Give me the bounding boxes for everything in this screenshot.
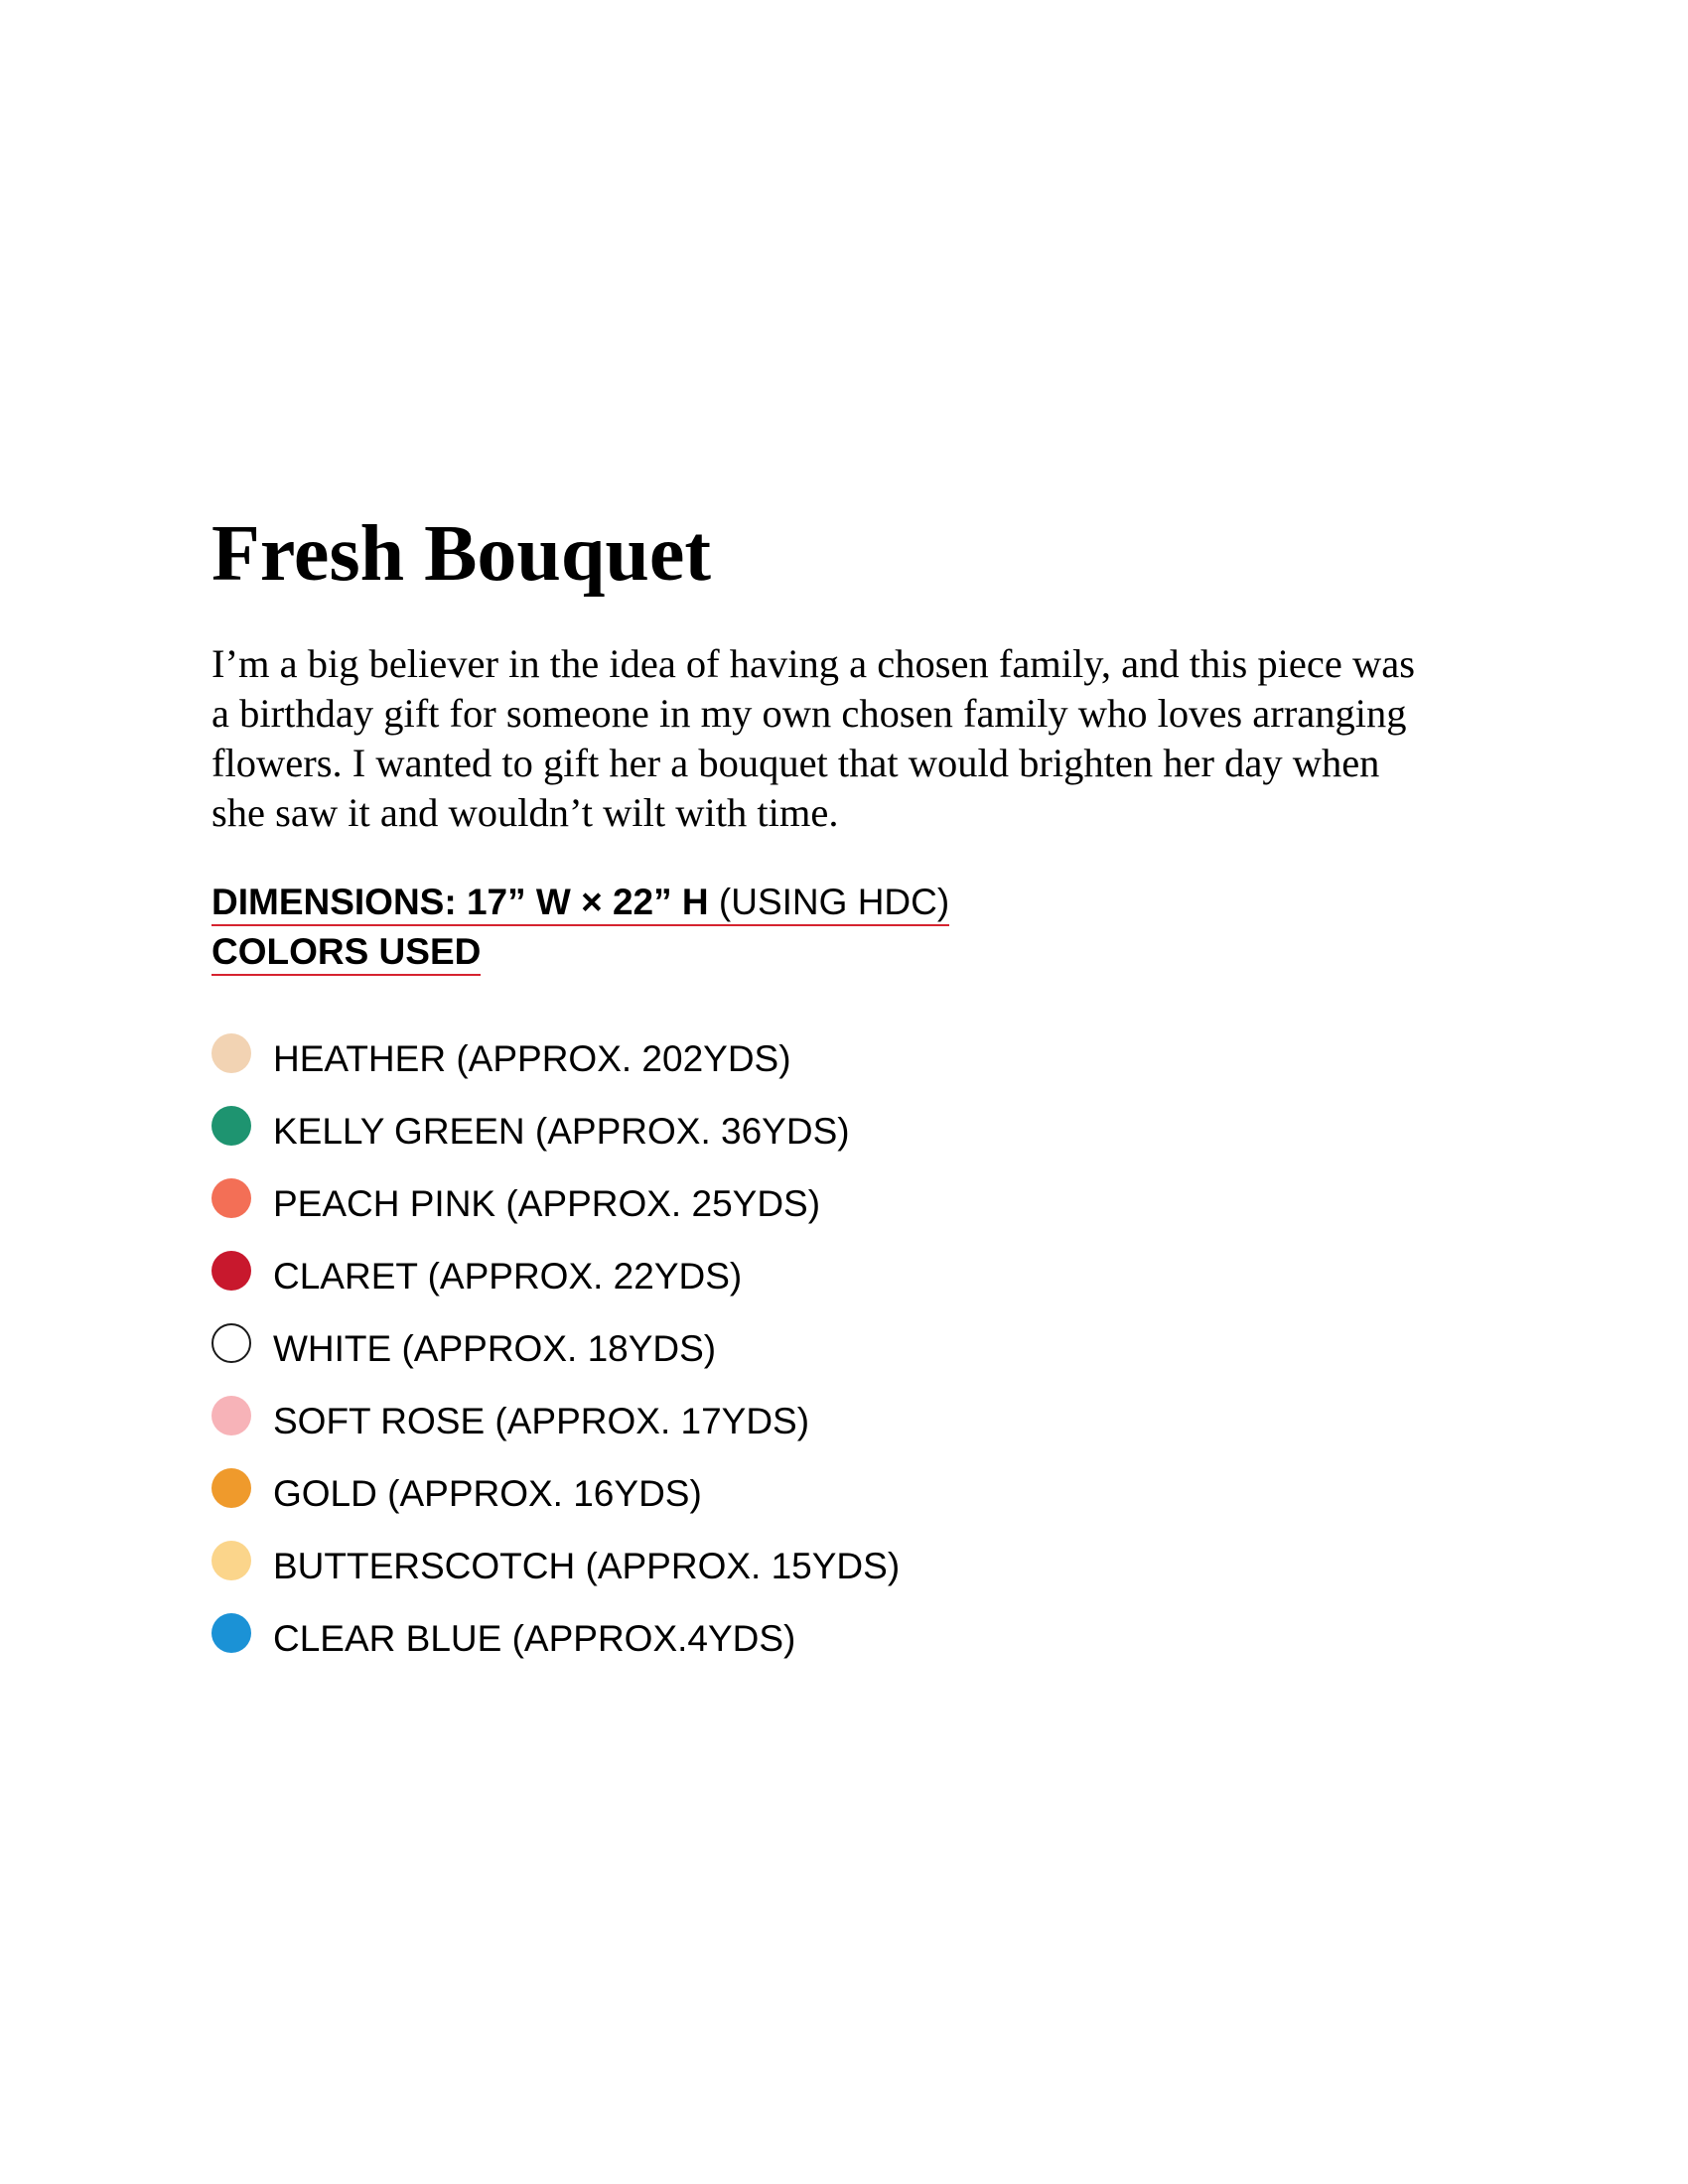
color-label: CLEAR BLUE (APPROX.4YDS) xyxy=(273,1617,796,1659)
color-label: WHITE (APPROX. 18YDS) xyxy=(273,1327,717,1369)
color-item xyxy=(211,1023,900,1095)
colors-list xyxy=(211,1023,900,1675)
color-label: CLARET (APPROX. 22YDS) xyxy=(273,1255,743,1297)
intro-line: a birthday gift for someone in my own chosen family who loves arranging xyxy=(211,691,1407,736)
intro-line: I’m a big believer in the idea of having a chosen family, and this piece was xyxy=(211,641,1415,686)
color-item xyxy=(211,1385,900,1457)
color-swatch-icon xyxy=(211,1106,251,1146)
color-item xyxy=(211,1240,900,1312)
color-swatch-icon xyxy=(211,1541,251,1580)
color-item xyxy=(211,1602,900,1675)
colors-heading xyxy=(211,930,481,976)
dimensions-label: DIMENSIONS: 17” W × 22” H xyxy=(211,882,709,922)
page-title: Fresh Bouquet xyxy=(211,510,712,598)
color-item xyxy=(211,1457,900,1530)
color-item xyxy=(211,1095,900,1167)
color-swatch-icon xyxy=(211,1396,251,1435)
color-label: HEATHER (APPROX. 202YDS) xyxy=(273,1037,791,1079)
color-swatch-icon xyxy=(211,1468,251,1508)
specs-block xyxy=(211,878,949,977)
dimensions-heading xyxy=(211,881,949,926)
colors-heading-row xyxy=(211,927,949,977)
color-swatch-icon xyxy=(211,1251,251,1291)
color-label: KELLY GREEN (APPROX. 36YDS) xyxy=(273,1110,850,1152)
intro-line: she saw it and wouldn’t wilt with time. xyxy=(211,790,839,835)
dimensions-note: (USING HDC) xyxy=(708,882,950,922)
color-swatch-icon xyxy=(211,1613,251,1653)
dimensions-row xyxy=(211,878,949,927)
color-item xyxy=(211,1167,900,1240)
color-label: BUTTERSCOTCH (APPROX. 15YDS) xyxy=(273,1545,901,1586)
color-swatch-icon xyxy=(211,1033,251,1073)
color-item xyxy=(211,1530,900,1602)
color-label: SOFT ROSE (APPROX. 17YDS) xyxy=(273,1400,810,1441)
intro-line: flowers. I wanted to gift her a bouquet that would brighten her day when xyxy=(211,741,1380,785)
color-item xyxy=(211,1312,900,1385)
color-label: PEACH PINK (APPROX. 25YDS) xyxy=(273,1182,821,1224)
color-label: GOLD (APPROX. 16YDS) xyxy=(273,1472,702,1514)
colors-heading-label: COLORS USED xyxy=(211,931,482,972)
intro-paragraph xyxy=(211,639,1463,838)
color-swatch-icon xyxy=(211,1323,251,1363)
color-swatch-icon xyxy=(211,1178,251,1218)
